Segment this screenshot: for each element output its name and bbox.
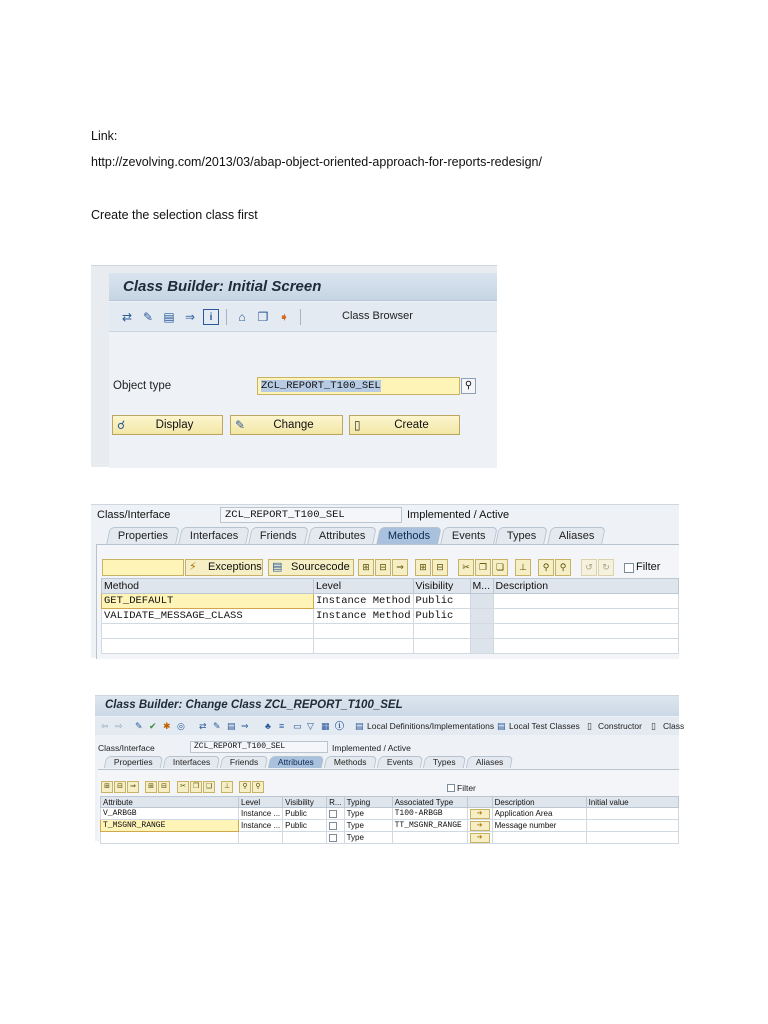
filter-label: Filter xyxy=(636,561,661,573)
test-icon[interactable]: ◎ xyxy=(177,721,185,731)
class-status: Implemented / Active xyxy=(407,509,510,521)
column-header xyxy=(467,797,492,808)
insert-row-icon[interactable]: ⊞ xyxy=(358,559,374,576)
exceptions-label: Exceptions xyxy=(208,561,262,573)
other-object-icon[interactable]: ⇄ xyxy=(121,310,133,324)
find-icon[interactable]: ⚲ xyxy=(538,559,554,576)
table-row[interactable] xyxy=(101,820,679,832)
change-button[interactable] xyxy=(230,415,343,435)
tab-events[interactable]: Events xyxy=(377,756,424,768)
method-filter-field[interactable] xyxy=(102,559,184,576)
tab-attributes[interactable]: Attributes xyxy=(268,756,324,768)
filter-icon[interactable]: ▽ xyxy=(307,721,314,731)
layout-icon[interactable]: ▦ xyxy=(321,721,330,731)
tab-friends[interactable]: Friends xyxy=(220,756,269,768)
exceptions-icon: ⚡ xyxy=(189,561,197,573)
class-status: Implemented / Active xyxy=(332,743,411,753)
constructor-icon: ▯ xyxy=(587,721,592,731)
description-cell[interactable] xyxy=(493,594,678,609)
pencil-icon: ✎ xyxy=(235,418,246,432)
tab-types[interactable]: Types xyxy=(423,756,466,768)
copy-icon[interactable]: ❐ xyxy=(475,559,491,576)
insert-row-icon[interactable]: ⊞ xyxy=(101,781,113,793)
visibility-cell[interactable] xyxy=(413,639,470,654)
sourcecode-button[interactable] xyxy=(268,559,354,576)
column-header[interactable]: M... xyxy=(470,579,493,594)
description-cell[interactable]: Message number xyxy=(492,820,586,832)
find-next-icon[interactable]: ⚲ xyxy=(252,781,264,793)
class-interface-label: Class/Interface xyxy=(98,743,155,753)
class-constructor-icon: ▯ xyxy=(651,721,656,731)
tab-friends[interactable]: Friends xyxy=(249,527,309,544)
title-bar xyxy=(95,696,679,716)
copy-icon[interactable]: ❐ xyxy=(190,781,202,793)
level-cell[interactable] xyxy=(314,624,414,639)
column-header[interactable]: Level xyxy=(314,579,414,594)
frame-icon[interactable]: ▭ xyxy=(293,721,302,731)
sourcecode-icon: ▤ xyxy=(272,561,283,573)
column-header[interactable]: Visibility xyxy=(413,579,470,594)
visibility-cell[interactable]: Public xyxy=(283,820,327,832)
attributes-table xyxy=(100,796,679,844)
where-used-icon[interactable]: ▤ xyxy=(163,310,175,324)
activate-icon[interactable]: ✱ xyxy=(163,721,171,731)
column-header[interactable]: Method xyxy=(102,579,314,594)
table-row[interactable] xyxy=(101,832,679,844)
cut-icon[interactable]: ✂ xyxy=(458,559,474,576)
tab-interfaces[interactable]: Interfaces xyxy=(162,756,220,768)
initial-value-cell[interactable] xyxy=(586,820,678,832)
tab-events[interactable]: Events xyxy=(440,527,497,544)
tab-interfaces[interactable]: Interfaces xyxy=(178,527,250,544)
delete-icon[interactable]: ⌂ xyxy=(238,310,246,324)
method-cell[interactable] xyxy=(102,639,314,654)
read-only-cell[interactable] xyxy=(327,820,344,832)
tab-properties[interactable]: Properties xyxy=(104,756,163,768)
tab-types[interactable]: Types xyxy=(496,527,549,544)
sourcecode-label: Sourcecode xyxy=(291,561,350,573)
instruction-text: Create the selection class first xyxy=(91,208,258,222)
read-only-cell[interactable] xyxy=(327,808,344,820)
copy-icon[interactable]: ❐ xyxy=(257,310,269,324)
display-button[interactable] xyxy=(112,415,223,435)
paste-icon[interactable]: ❏ xyxy=(492,559,508,576)
class-methods-screen xyxy=(91,504,679,658)
undo-icon[interactable]: ⊥ xyxy=(221,781,233,793)
level-cell[interactable]: Instance Method xyxy=(314,594,414,609)
typing-cell[interactable]: Type xyxy=(344,832,392,844)
transport-icon[interactable]: ⇒ xyxy=(241,721,249,731)
where-used-icon[interactable]: ▤ xyxy=(227,721,236,731)
visibility-cell[interactable] xyxy=(283,832,327,844)
local-defs-icon: ▤ xyxy=(355,721,364,731)
visibility-cell[interactable]: Public xyxy=(413,594,470,609)
method-cell[interactable] xyxy=(102,624,314,639)
description-cell[interactable] xyxy=(493,624,678,639)
title-bar xyxy=(109,273,497,301)
object-type-input[interactable] xyxy=(257,377,460,395)
display-button-label: Display xyxy=(155,419,194,431)
constructor-button[interactable]: Constructor xyxy=(598,721,642,731)
level-cell[interactable] xyxy=(239,832,283,844)
search-help-icon[interactable]: ⚲ xyxy=(461,378,476,394)
column-header[interactable]: Description xyxy=(492,797,586,808)
level-cell[interactable]: Instance ... xyxy=(239,808,283,820)
description-cell[interactable] xyxy=(493,609,678,624)
tab-properties[interactable]: Properties xyxy=(106,527,180,544)
class-change-attributes-screen xyxy=(95,695,685,842)
create-button-label: Create xyxy=(394,419,429,431)
modeled-cell xyxy=(470,624,493,639)
cut-icon[interactable]: ✂ xyxy=(177,781,189,793)
list-icon[interactable]: ≡ xyxy=(279,721,285,731)
new-document-icon: ▯ xyxy=(354,418,361,432)
filter-checkbox[interactable] xyxy=(624,563,634,573)
modeled-cell xyxy=(470,594,493,609)
paste-icon[interactable]: ❏ xyxy=(203,781,215,793)
back-icon[interactable]: ⇦ xyxy=(101,721,109,731)
method-cell[interactable]: VALIDATE_MESSAGE_CLASS xyxy=(102,609,314,624)
table-row[interactable] xyxy=(102,639,679,654)
tab-strip xyxy=(108,527,606,544)
typing-cell[interactable]: Type xyxy=(344,820,392,832)
read-only-checkbox[interactable] xyxy=(329,810,337,818)
change-button-label: Change xyxy=(273,419,314,431)
insert-icon[interactable]: ⊞ xyxy=(145,781,157,793)
delete-row-icon[interactable]: ⊟ xyxy=(432,559,448,576)
transport-icon[interactable]: ⇒ xyxy=(184,310,196,324)
find-icon[interactable]: ⚲ xyxy=(239,781,251,793)
description-cell[interactable] xyxy=(492,832,586,844)
pencil-icon[interactable]: ✎ xyxy=(142,310,154,324)
reset-icon[interactable]: ↺ xyxy=(581,559,597,576)
visibility-cell[interactable]: Public xyxy=(413,609,470,624)
display-change-icon[interactable]: ✎ xyxy=(135,721,143,731)
goto-type-icon[interactable]: ➔ xyxy=(470,833,490,843)
application-toolbar xyxy=(95,717,685,735)
read-only-cell[interactable] xyxy=(327,832,344,844)
tab-attributes[interactable]: Attributes xyxy=(307,527,377,544)
class-interface-field[interactable]: ZCL_REPORT_T100_SEL xyxy=(220,507,402,523)
info-icon[interactable]: ⓘ xyxy=(335,721,345,731)
delete-row-icon[interactable]: ⊟ xyxy=(158,781,170,793)
column-header[interactable]: Typing xyxy=(344,797,392,808)
class-interface-label: Class/Interface xyxy=(97,509,171,521)
visibility-cell[interactable]: Public xyxy=(283,808,327,820)
associated-type-cell[interactable]: T100-ARBGB xyxy=(392,808,467,820)
exceptions-button[interactable] xyxy=(185,559,263,576)
link-label: Link: xyxy=(91,129,118,143)
test-icon[interactable]: ➧ xyxy=(278,310,290,324)
hierarchy-icon[interactable]: ♣ xyxy=(265,721,271,731)
table-row[interactable] xyxy=(101,808,679,820)
visibility-cell[interactable] xyxy=(413,624,470,639)
level-cell[interactable] xyxy=(314,639,414,654)
tab-methods[interactable]: Methods xyxy=(324,756,377,768)
goto-type-icon[interactable]: ➔ xyxy=(470,821,490,831)
table-row[interactable] xyxy=(102,609,679,624)
description-cell[interactable] xyxy=(493,639,678,654)
column-header[interactable]: R... xyxy=(327,797,344,808)
tab-aliases[interactable]: Aliases xyxy=(465,756,513,768)
class-constructor-button[interactable]: Class xyxy=(663,721,685,731)
screen-title: Class Builder: Change Class ZCL_REPORT_T100_SEL xyxy=(105,699,403,711)
glasses-icon: ☌ xyxy=(117,418,126,432)
attribute-cell[interactable] xyxy=(101,832,239,844)
insert-icon[interactable]: ⊞ xyxy=(415,559,431,576)
forward-icon[interactable]: ⇨ xyxy=(115,721,123,731)
read-only-checkbox[interactable] xyxy=(329,834,337,842)
goto-cell[interactable] xyxy=(467,832,492,844)
column-header[interactable]: Description xyxy=(493,579,678,594)
associated-type-cell[interactable]: TT_MSGNR_RANGE xyxy=(392,820,467,832)
class-browser-button[interactable]: Class Browser xyxy=(342,310,413,322)
other-object-icon[interactable]: ⇄ xyxy=(199,721,207,731)
initial-value-cell[interactable] xyxy=(586,832,678,844)
object-type-label: Object type xyxy=(113,380,172,392)
tab-aliases[interactable]: Aliases xyxy=(547,527,606,544)
column-header[interactable]: Associated Type xyxy=(392,797,467,808)
goto-cell[interactable] xyxy=(467,808,492,820)
read-only-checkbox[interactable] xyxy=(329,822,337,830)
column-header[interactable]: Attribute xyxy=(101,797,239,808)
local-definitions-button[interactable]: Local Definitions/Implementations xyxy=(367,721,495,731)
method-cell[interactable]: GET_DEFAULT xyxy=(102,594,314,609)
find-next-icon[interactable]: ⚲ xyxy=(555,559,571,576)
link-url[interactable]: http://zevolving.com/2013/03/abap-object-oriented-approach-for-reports-redesign/ xyxy=(91,155,542,169)
create-button[interactable] xyxy=(349,415,460,435)
table-row[interactable] xyxy=(102,594,679,609)
pencil-icon[interactable]: ✎ xyxy=(213,721,221,731)
goto-cell[interactable] xyxy=(467,820,492,832)
column-header[interactable]: Initial value xyxy=(586,797,678,808)
typing-cell[interactable]: Type xyxy=(344,808,392,820)
goto-type-icon[interactable]: ➔ xyxy=(470,809,490,819)
class-interface-field[interactable]: ZCL_REPORT_T100_SEL xyxy=(190,741,328,753)
redo-icon[interactable]: ↻ xyxy=(598,559,614,576)
table-header-row xyxy=(101,797,679,808)
initial-value-cell[interactable] xyxy=(586,808,678,820)
append-row-icon[interactable]: ⊟ xyxy=(114,781,126,793)
associated-type-cell[interactable] xyxy=(392,832,467,844)
tab-strip xyxy=(105,756,514,768)
toolbar-separator xyxy=(300,309,301,325)
local-tests-icon: ▤ xyxy=(497,721,506,731)
level-cell[interactable]: Instance Method xyxy=(314,609,414,624)
info-icon[interactable]: i xyxy=(203,309,219,325)
check-icon[interactable]: ✔ xyxy=(149,721,157,731)
move-icon[interactable]: ⇒ xyxy=(392,559,408,576)
application-toolbar xyxy=(109,302,497,332)
class-builder-initial-screen xyxy=(91,265,497,467)
move-icon[interactable]: ⇒ xyxy=(127,781,139,793)
screen-title: Class Builder: Initial Screen xyxy=(123,278,322,295)
description-cell[interactable]: Application Area xyxy=(492,808,586,820)
object-type-value: ZCL_REPORT_T100_SEL xyxy=(261,380,381,392)
append-row-icon[interactable]: ⊟ xyxy=(375,559,391,576)
table-header-row xyxy=(102,579,679,594)
filter-label: Filter xyxy=(457,783,476,793)
column-header[interactable]: Visibility xyxy=(283,797,327,808)
filter-checkbox[interactable] xyxy=(447,784,455,792)
undo-icon[interactable]: ⊥ xyxy=(515,559,531,576)
methods-table xyxy=(101,578,679,654)
local-test-classes-button[interactable]: Local Test Classes xyxy=(509,721,580,731)
toolbar-separator xyxy=(226,309,227,325)
column-header[interactable]: Level xyxy=(239,797,283,808)
tab-methods[interactable]: Methods xyxy=(376,527,442,544)
table-row[interactable] xyxy=(102,624,679,639)
attribute-cell[interactable]: T_MSGNR_RANGE xyxy=(101,820,239,832)
attribute-cell[interactable]: V_ARBGB xyxy=(101,808,239,820)
modeled-cell xyxy=(470,639,493,654)
modeled-cell xyxy=(470,609,493,624)
level-cell[interactable]: Instance ... xyxy=(239,820,283,832)
